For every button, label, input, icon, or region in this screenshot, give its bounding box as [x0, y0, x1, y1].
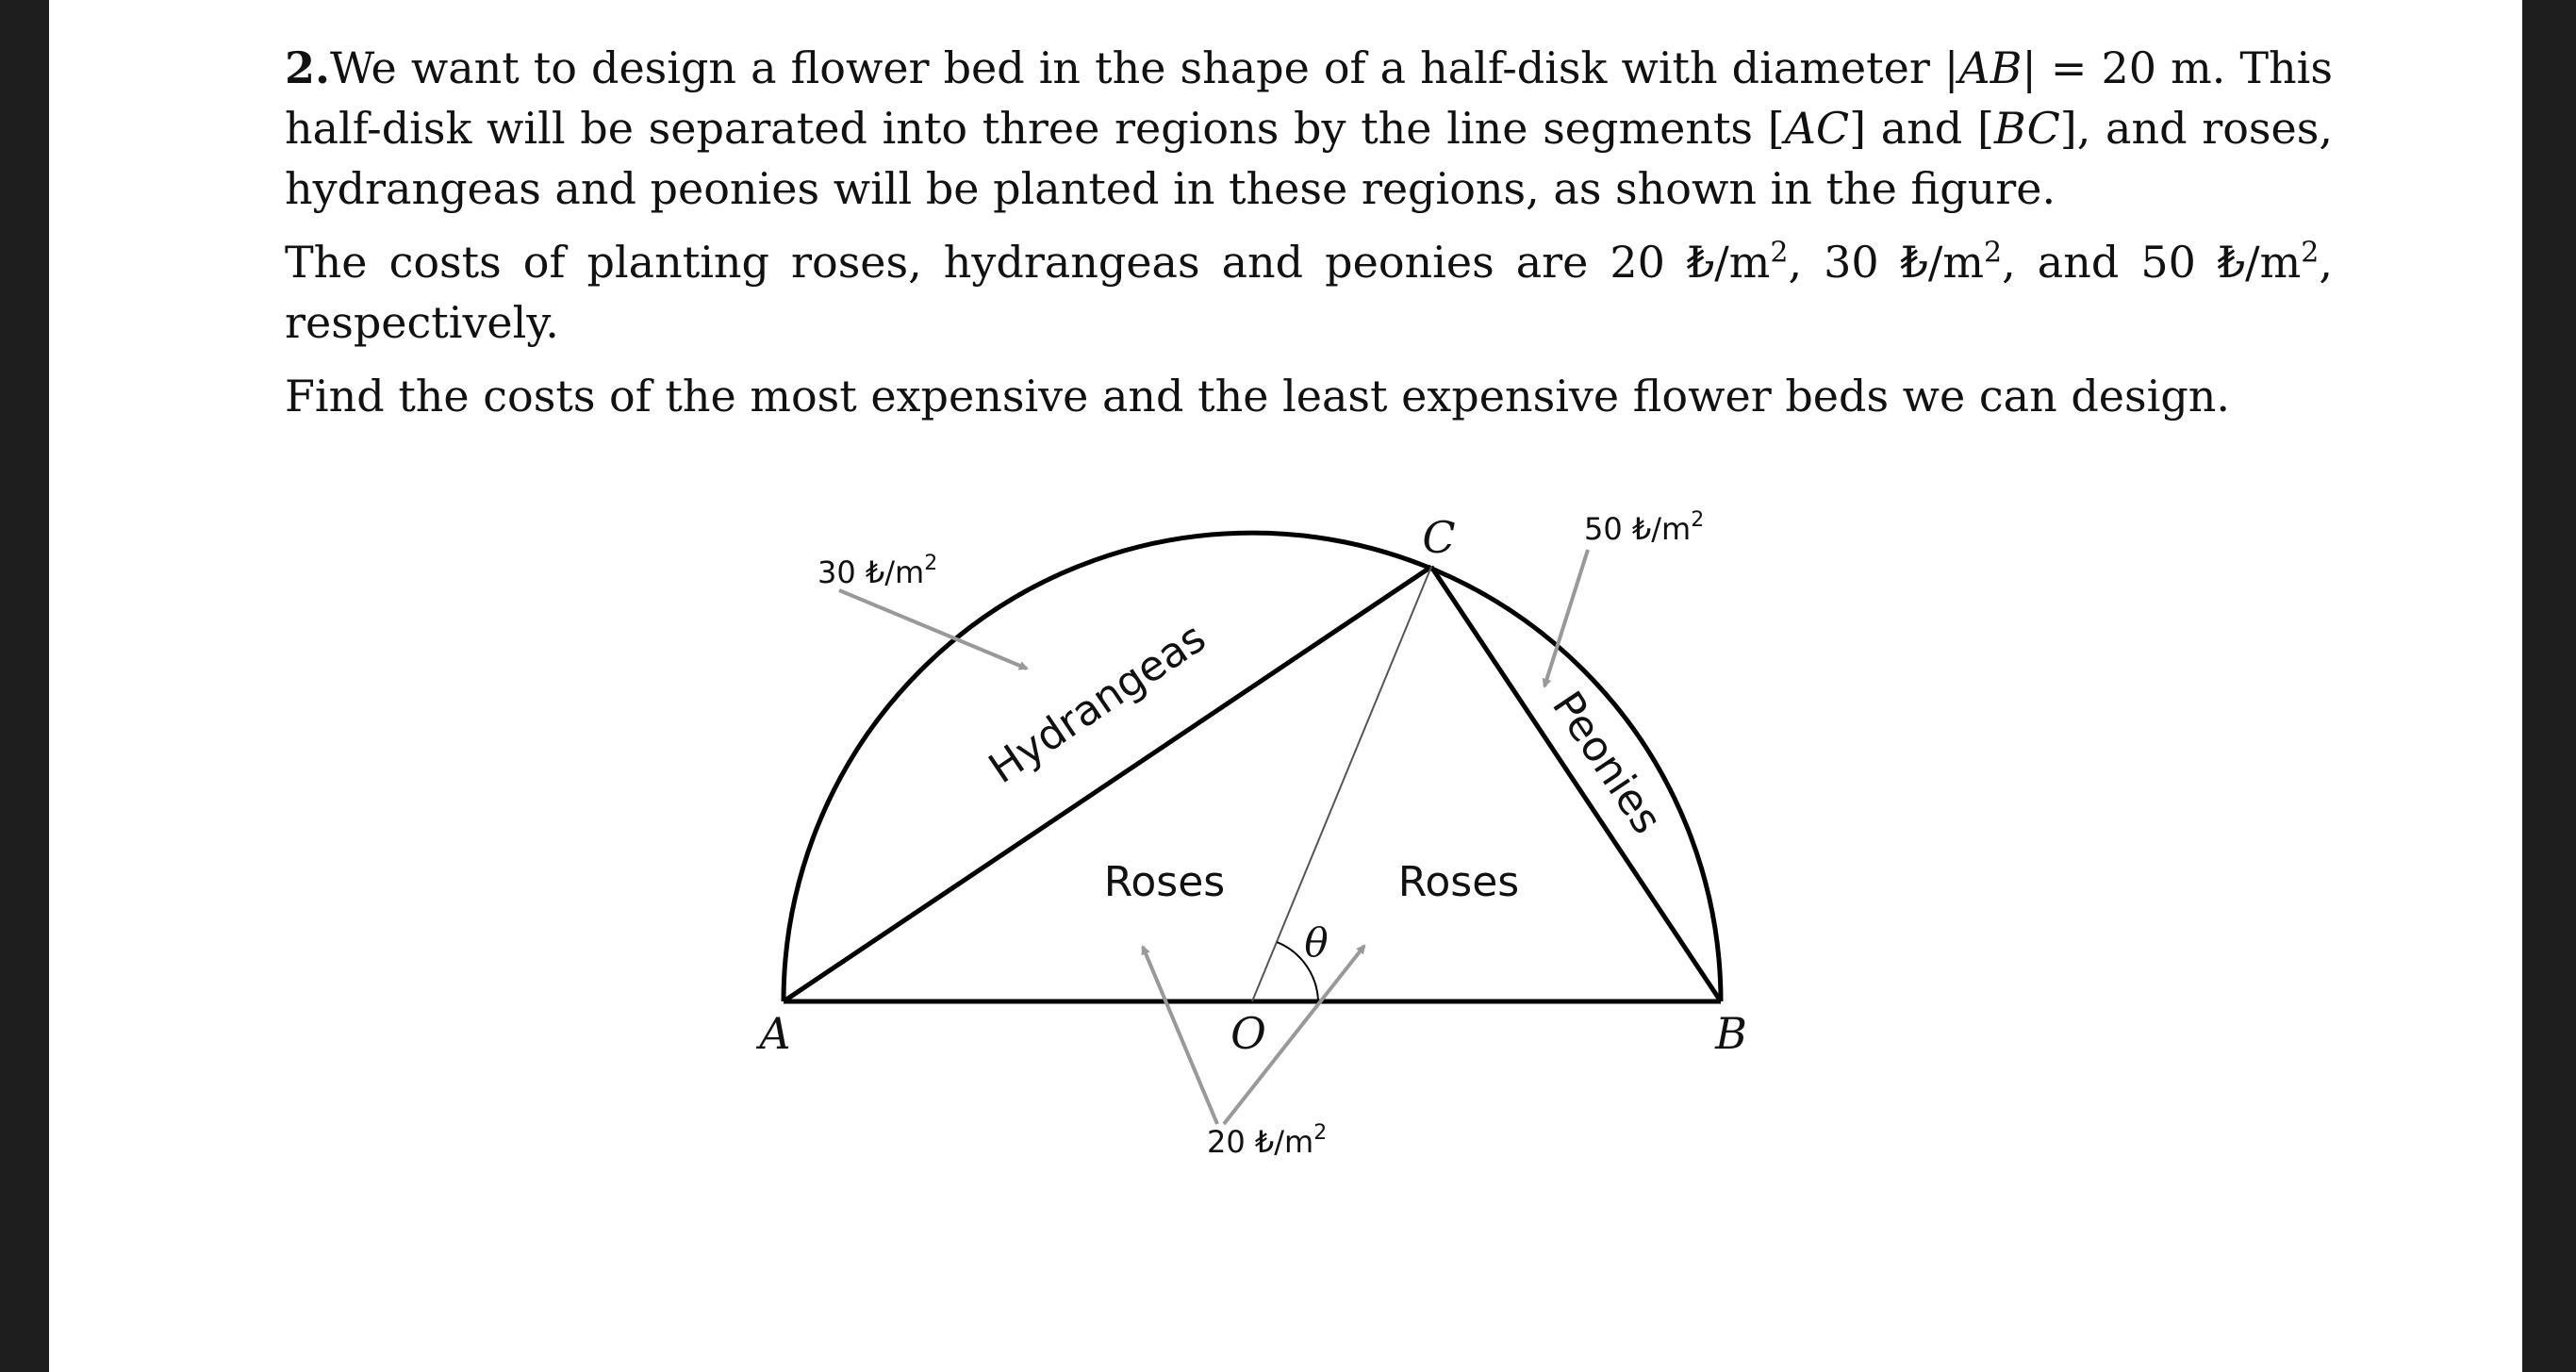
text-span: , and 50 ₺/m [2002, 237, 2302, 288]
math-ac: AC [1784, 103, 1850, 154]
hydrangeas-label: Hydrangeas [980, 613, 1214, 794]
radius-oc [1252, 567, 1431, 1001]
exponent: 2 [1984, 236, 2003, 270]
text-span: The costs of planting roses, hydrangeas and peonies are 20 ₺/m [285, 237, 1771, 288]
hydrangeas-cost-label: 30 $₺/m^2$ [817, 552, 938, 590]
text-span: ] and [ [1849, 103, 1994, 154]
problem-number: 2. [285, 42, 331, 93]
half-disk-arc [784, 533, 1721, 1001]
math-bc: BC [1993, 103, 2060, 154]
roses-cost-label: 20 $₺/m^2$ [1207, 1121, 1328, 1160]
text-span: | = 20 m. This half-disk will be separated into three regions by the line segments [ [285, 42, 2333, 154]
math-ab: AB [1958, 42, 2023, 93]
roses-left-arrow [1143, 947, 1217, 1124]
text-span: , 30 ₺/m [1788, 237, 1985, 288]
figure [49, 0, 2522, 1372]
point-a-label: A [759, 1008, 791, 1059]
text-span: ], and roses, hydrangeas and peonies will be planted in these regions, as shown in the figure. [285, 103, 2333, 214]
point-c-label: C [1422, 512, 1456, 563]
roses-right-label: Roses [1397, 858, 1520, 906]
angle-theta-label: θ [1304, 919, 1329, 966]
text-span: We want to design a flower bed in the shape of a half-disk with diameter | [330, 42, 1959, 93]
point-b-label: B [1715, 1008, 1747, 1059]
document-page [49, 0, 2522, 1372]
text-span: , respectively. [285, 237, 2333, 348]
point-o-label: O [1230, 1008, 1266, 1059]
peonies-cost-label: 50 $₺/m^2$ [1584, 508, 1705, 547]
text-span: Find the costs of the most expensive and the least expensive flower beds we can design. [285, 371, 2231, 422]
roses-left-label: Roses [1103, 858, 1226, 906]
exponent: 2 [2301, 236, 2320, 270]
peonies-label: Peonies [1542, 683, 1672, 843]
segment-bc [1431, 567, 1721, 1001]
segment-ac [784, 567, 1431, 1001]
exponent: 2 [1770, 236, 1789, 270]
